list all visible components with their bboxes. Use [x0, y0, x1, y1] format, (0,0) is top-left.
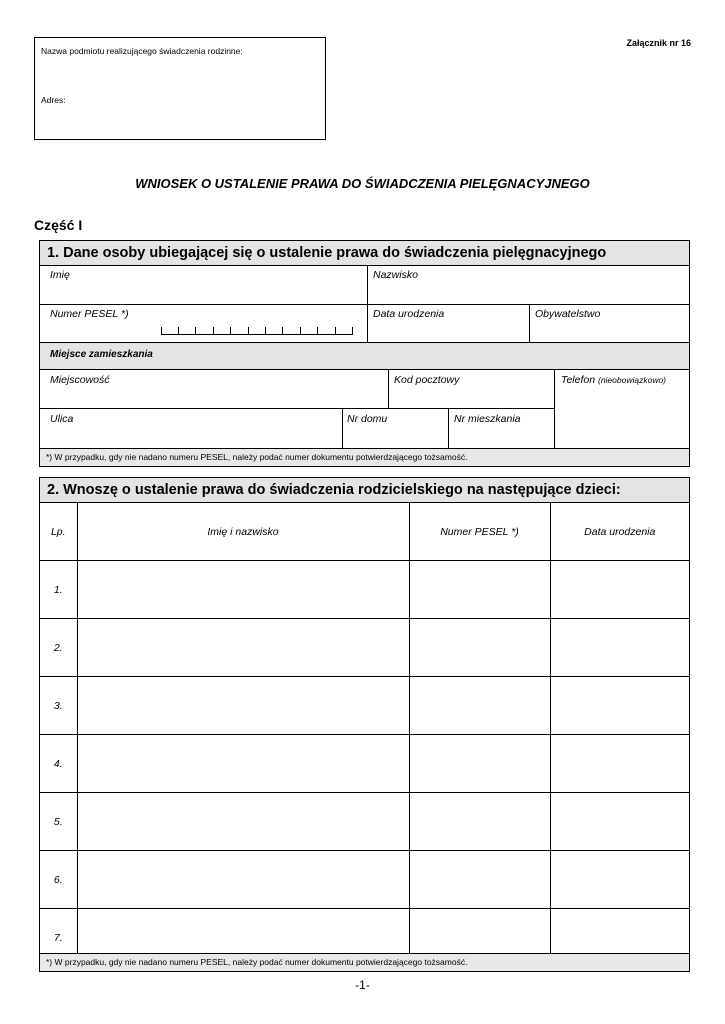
- document-title: WNIOSEK O USTALENIE PRAWA DO ŚWIADCZENIA PIELĘGNACYJNEGO: [135, 176, 590, 191]
- citizenship-field[interactable]: Obywatelstwo: [535, 308, 601, 320]
- table-row: [40, 561, 689, 619]
- house-number-field[interactable]: Nr domu: [347, 413, 388, 425]
- section-1-title: 1. Dane osoby ubiegającej się o ustalenie prawa do świadczenia pielęgnacyjnego: [47, 245, 607, 261]
- row-number: 2.: [40, 619, 77, 677]
- birth-date-cell[interactable]: [550, 851, 689, 909]
- pesel-cell[interactable]: [409, 677, 550, 735]
- children-table: [40, 503, 689, 967]
- section-children: [39, 477, 690, 972]
- birth-date-cell[interactable]: [550, 619, 689, 677]
- annex-label: Załącznik nr 16: [626, 38, 691, 48]
- entity-name-label: Nazwa podmiotu realizującego świadczenia rodzinne:: [41, 46, 243, 56]
- birth-date-cell[interactable]: [550, 677, 689, 735]
- col-birth-date: Data urodzenia: [550, 503, 689, 561]
- pesel-cell[interactable]: [409, 793, 550, 851]
- phone-note: (nieobowiązkowo): [597, 375, 667, 385]
- col-pesel: Numer PESEL *): [409, 503, 550, 561]
- table-row: [40, 735, 689, 793]
- row-number: 5.: [40, 793, 77, 851]
- table-row: [40, 793, 689, 851]
- table-row: [40, 619, 689, 677]
- section-1-footnote-band: [40, 448, 689, 466]
- table-row: [40, 677, 689, 735]
- section-2-header: [40, 478, 689, 503]
- last-name-field[interactable]: Nazwisko: [373, 269, 418, 281]
- entity-address-label: Adres:: [41, 95, 66, 105]
- row-number: 4.: [40, 735, 77, 793]
- apartment-number-field[interactable]: Nr mieszkania: [454, 413, 521, 425]
- section-2-footnote-band: [40, 953, 689, 971]
- pesel-cell[interactable]: [409, 735, 550, 793]
- part-heading: Część I: [34, 217, 83, 233]
- name-cell[interactable]: [77, 677, 409, 735]
- phone-field[interactable]: [561, 374, 666, 386]
- phone-label: Telefon: [561, 374, 596, 386]
- birth-date-field[interactable]: Data urodzenia: [373, 308, 445, 320]
- birth-date-cell[interactable]: [550, 735, 689, 793]
- col-lp: Lp.: [40, 503, 77, 561]
- row-number: 6.: [40, 851, 77, 909]
- col-name: Imię i nazwisko: [77, 503, 409, 561]
- name-cell[interactable]: [77, 851, 409, 909]
- birth-date-cell[interactable]: [550, 561, 689, 619]
- first-name-field[interactable]: Imię: [50, 269, 70, 281]
- section-2-title: 2. Wnoszę o ustalenie prawa do świadczenia rodzicielskiego na następujące dzieci:: [47, 482, 621, 498]
- row-number: 1.: [40, 561, 77, 619]
- pesel-cell[interactable]: [409, 851, 550, 909]
- children-table-header: [40, 503, 689, 561]
- row-number: 3.: [40, 677, 77, 735]
- section-2-footnote: *) W przypadku, gdy nie nadano numeru PESEL, należy podać numer dokumentu potwierdzającego tożsamość.: [46, 957, 468, 967]
- name-cell[interactable]: [77, 561, 409, 619]
- section-applicant: [39, 240, 690, 467]
- table-row: [40, 851, 689, 909]
- name-cell[interactable]: [77, 793, 409, 851]
- birth-date-cell[interactable]: [550, 793, 689, 851]
- name-cell[interactable]: [77, 619, 409, 677]
- pesel-cell[interactable]: [409, 561, 550, 619]
- postal-code-field[interactable]: Kod pocztowy: [394, 374, 460, 386]
- pesel-field-label: Numer PESEL *): [50, 308, 129, 320]
- pesel-input[interactable]: [161, 327, 353, 335]
- entity-box: [34, 37, 326, 140]
- city-field[interactable]: Miejscowość: [50, 374, 110, 386]
- street-field[interactable]: Ulica: [50, 413, 74, 425]
- residence-heading: Miejsce zamieszkania: [50, 349, 153, 360]
- row-number: 7.: [40, 909, 77, 967]
- pesel-cell[interactable]: [409, 619, 550, 677]
- name-cell[interactable]: [77, 735, 409, 793]
- section-1-header: [40, 241, 689, 266]
- section-1-footnote: *) W przypadku, gdy nie nadano numeru PESEL, należy podać numer dokumentu potwierdzającego tożsamość.: [46, 452, 468, 462]
- page-number: -1-: [355, 978, 370, 992]
